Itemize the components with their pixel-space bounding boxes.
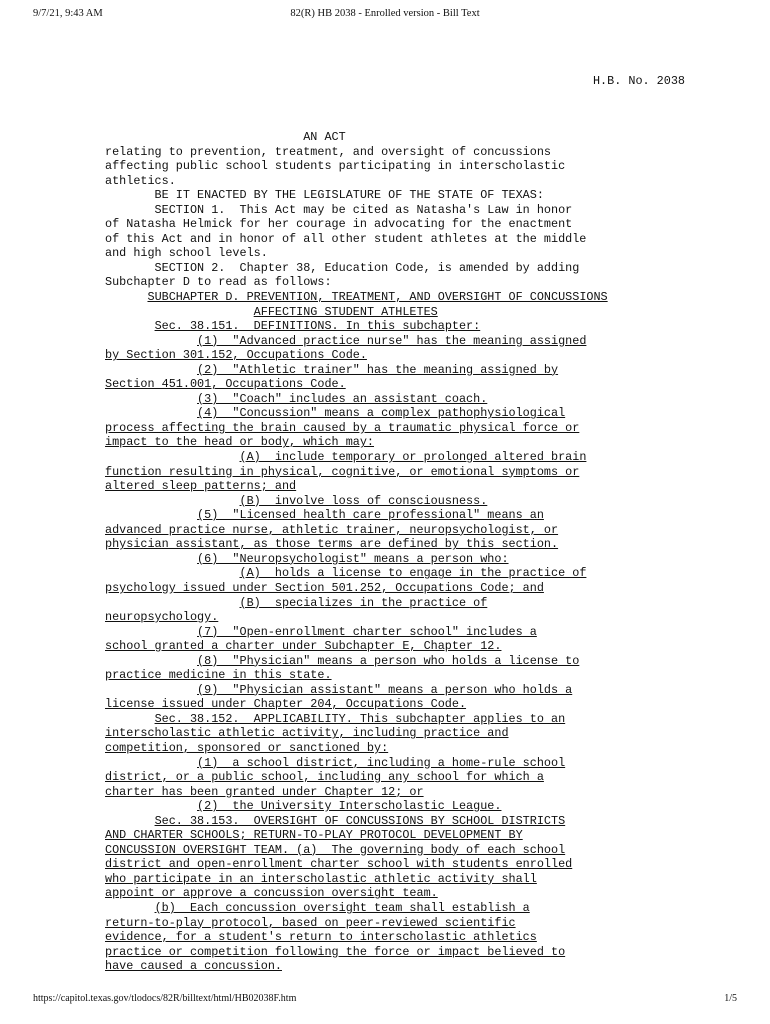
underlined-text: process affecting the brain caused by a traumatic physical force or bbox=[105, 420, 580, 435]
underlined-text: (B) specializes in the practice of bbox=[239, 595, 488, 610]
line-indent bbox=[105, 756, 197, 770]
bill-text-line bbox=[105, 508, 625, 523]
bill-text-line bbox=[105, 814, 625, 829]
underlined-text: license issued under Chapter 204, Occupations Code. bbox=[105, 697, 467, 712]
line-indent bbox=[105, 566, 240, 580]
underlined-text: (3) "Coach" includes an assistant coach. bbox=[197, 391, 488, 406]
line-indent bbox=[105, 392, 197, 406]
bill-text-line bbox=[105, 552, 625, 567]
bill-text-line bbox=[105, 726, 625, 741]
underlined-text: by Section 301.152, Occupations Code. bbox=[105, 348, 367, 363]
underlined-text: (7) "Open-enrollment charter school" includes a bbox=[197, 624, 537, 639]
bill-text-line bbox=[105, 668, 625, 683]
bill-text-line bbox=[105, 348, 625, 363]
underlined-text: Sec. 38.152. APPLICABILITY. This subchapter applies to an bbox=[154, 711, 566, 726]
bill-text-line bbox=[105, 639, 625, 654]
bill-text-line bbox=[105, 785, 625, 800]
bill-text-line bbox=[105, 741, 625, 756]
print-url: https://capitol.texas.gov/tlodocs/82R/billtext/html/HB02038F.htm bbox=[33, 993, 297, 1004]
bill-text-line bbox=[105, 930, 625, 945]
bill-text-line bbox=[105, 959, 625, 974]
bill-text-line bbox=[105, 465, 625, 480]
underlined-text: psychology issued under Section 501.252, Occupations Code; and bbox=[105, 580, 544, 595]
print-timestamp: 9/7/21, 9:43 AM bbox=[33, 8, 103, 19]
bill-text-line bbox=[105, 872, 625, 887]
bill-text-line bbox=[105, 450, 625, 465]
line-indent bbox=[105, 494, 240, 508]
bill-text-body bbox=[105, 130, 625, 974]
line-indent bbox=[105, 290, 147, 304]
bill-text-line bbox=[105, 857, 625, 872]
line-indent bbox=[105, 406, 197, 420]
bill-text-line: of Natasha Helmick for her courage in advocating for the enactment bbox=[105, 217, 573, 232]
bill-text-line: Subchapter D to read as follows: bbox=[105, 275, 332, 290]
underlined-text: altered sleep patterns; and bbox=[105, 479, 297, 494]
line-indent bbox=[105, 654, 197, 668]
line-indent bbox=[105, 363, 197, 377]
line-indent bbox=[105, 552, 197, 566]
bill-text-line bbox=[105, 435, 625, 450]
bill-text-line bbox=[105, 537, 625, 552]
bill-text-line: of this Act and in honor of all other student athletes at the middle bbox=[105, 231, 587, 246]
bill-text-line: BE IT ENACTED BY THE LEGISLATURE OF THE STATE OF TEXAS: bbox=[105, 188, 544, 203]
underlined-text: (2) the University Interscholastic League. bbox=[197, 799, 502, 814]
bill-text-line bbox=[105, 334, 625, 349]
bill-text-line bbox=[105, 392, 625, 407]
underlined-text: Section 451.001, Occupations Code. bbox=[105, 377, 346, 392]
bill-text-line bbox=[105, 566, 625, 581]
underlined-text: school granted a charter under Subchapter E, Chapter 12. bbox=[105, 639, 502, 654]
underlined-text: AND CHARTER SCHOOLS; RETURN-TO-PLAY PROTOCOL DEVELOPMENT BY bbox=[105, 828, 523, 843]
underlined-text: competition, sponsored or sanctioned by: bbox=[105, 740, 389, 755]
bill-text-line bbox=[105, 479, 625, 494]
underlined-text: (9) "Physician assistant" means a person who holds a bbox=[197, 682, 573, 697]
bill-text-line bbox=[105, 610, 625, 625]
bill-text-line bbox=[105, 421, 625, 436]
bill-text-line: AN ACT bbox=[105, 130, 346, 144]
line-indent bbox=[105, 596, 240, 610]
bill-text-line bbox=[105, 916, 625, 931]
bill-text-line bbox=[105, 945, 625, 960]
underlined-text: (A) holds a license to engage in the practice of bbox=[239, 566, 587, 581]
underlined-text: CONCUSSION OVERSIGHT TEAM. (a) The governing body of each school bbox=[105, 842, 566, 857]
underlined-text: (b) Each concussion oversight team shall establish a bbox=[154, 900, 530, 915]
print-page-indicator: 1/5 bbox=[724, 993, 737, 1004]
underlined-text: practice or competition following the force or impact believed to bbox=[105, 944, 566, 959]
line-indent bbox=[105, 814, 155, 828]
print-page-title: 82(R) HB 2038 - Enrolled version - Bill Text bbox=[290, 8, 480, 19]
underlined-text: function resulting in physical, cognitive, or emotional symptoms or bbox=[105, 464, 580, 479]
line-indent bbox=[105, 901, 155, 915]
bill-text-line bbox=[105, 886, 625, 901]
bill-text-line: athletics. bbox=[105, 173, 176, 188]
underlined-text: (1) a school district, including a home-rule school bbox=[197, 755, 566, 770]
bill-text-line bbox=[105, 523, 625, 538]
bill-text-line bbox=[105, 770, 625, 785]
underlined-text: return-to-play protocol, based on peer-reviewed scientific bbox=[105, 915, 516, 930]
bill-text-line bbox=[105, 581, 625, 596]
line-indent bbox=[105, 508, 197, 522]
underlined-text: charter has been granted under Chapter 12; or bbox=[105, 784, 424, 799]
bill-text-line bbox=[105, 799, 625, 814]
bill-text-line bbox=[105, 305, 625, 320]
underlined-text: Sec. 38.151. DEFINITIONS. In this subchapter: bbox=[154, 319, 481, 334]
underlined-text: interscholastic athletic activity, including practice and bbox=[105, 726, 509, 741]
underlined-text: who participate in an interscholastic athletic activity shall bbox=[105, 871, 537, 886]
underlined-text: (1) "Advanced practice nurse" has the meaning assigned bbox=[197, 333, 587, 348]
bill-text-line bbox=[105, 377, 625, 392]
bill-text-line bbox=[105, 697, 625, 712]
line-indent bbox=[105, 334, 197, 348]
underlined-text: district and open-enrollment charter school with students enrolled bbox=[105, 857, 573, 872]
underlined-text: (4) "Concussion" means a complex pathophysiological bbox=[197, 406, 566, 421]
bill-text-line bbox=[105, 654, 625, 669]
bill-text-line bbox=[105, 290, 625, 305]
underlined-text: practice medicine in this state. bbox=[105, 668, 332, 683]
underlined-text: AFFECTING STUDENT ATHLETES bbox=[253, 304, 438, 319]
bill-text-line bbox=[105, 683, 625, 698]
underlined-text: physician assistant, as those terms are defined by this section. bbox=[105, 537, 559, 552]
underlined-text: neuropsychology. bbox=[105, 610, 219, 625]
bill-text-line bbox=[105, 494, 625, 509]
underlined-text: SUBCHAPTER D. PREVENTION, TREATMENT, AND OVERSIGHT OF CONCUSSIONS bbox=[147, 290, 608, 305]
underlined-text: impact to the head or body, which may: bbox=[105, 435, 375, 450]
line-indent bbox=[105, 683, 197, 697]
underlined-text: (2) "Athletic trainer" has the meaning assigned by bbox=[197, 362, 559, 377]
underlined-text: (A) include temporary or prolonged altered brain bbox=[239, 450, 587, 465]
line-indent bbox=[105, 319, 155, 333]
underlined-text: (8) "Physician" means a person who holds a license to bbox=[197, 653, 580, 668]
line-indent bbox=[105, 712, 155, 726]
bill-text-line bbox=[105, 596, 625, 611]
line-indent bbox=[105, 625, 197, 639]
bill-text-line: SECTION 1. This Act may be cited as Natasha's Law in honor bbox=[105, 202, 573, 217]
underlined-text: have caused a concussion. bbox=[105, 959, 282, 974]
underlined-text: appoint or approve a concussion oversight team. bbox=[105, 886, 438, 901]
bill-text-line: affecting public school students participating in interscholastic bbox=[105, 159, 566, 174]
underlined-text: (5) "Licensed health care professional" means an bbox=[197, 508, 544, 523]
bill-text-line bbox=[105, 319, 625, 334]
underlined-text: (B) involve loss of consciousness. bbox=[239, 493, 488, 508]
line-indent bbox=[105, 305, 254, 319]
bill-text-line bbox=[105, 406, 625, 421]
bill-text-line bbox=[105, 843, 625, 858]
bill-text-line bbox=[105, 363, 625, 378]
underlined-text: Sec. 38.153. OVERSIGHT OF CONCUSSIONS BY SCHOOL DISTRICTS bbox=[154, 813, 566, 828]
bill-text-line bbox=[105, 828, 625, 843]
bill-number: H.B. No. 2038 bbox=[592, 74, 685, 88]
underlined-text: advanced practice nurse, athletic trainer, neuropsychologist, or bbox=[105, 522, 559, 537]
underlined-text: evidence, for a student's return to interscholastic athletics bbox=[105, 930, 537, 945]
underlined-text: (6) "Neuropsychologist" means a person who: bbox=[197, 551, 509, 566]
underlined-text: district, or a public school, including any school for which a bbox=[105, 770, 544, 785]
bill-text-line bbox=[105, 901, 625, 916]
line-indent bbox=[105, 799, 197, 813]
line-indent bbox=[105, 450, 240, 464]
bill-text-line: and high school levels. bbox=[105, 246, 268, 261]
bill-text-line bbox=[105, 625, 625, 640]
bill-text-line bbox=[105, 712, 625, 727]
bill-text-line: SECTION 2. Chapter 38, Education Code, is amended by adding bbox=[105, 260, 580, 275]
bill-text-line: relating to prevention, treatment, and oversight of concussions bbox=[105, 144, 551, 159]
bill-text-line bbox=[105, 756, 625, 771]
